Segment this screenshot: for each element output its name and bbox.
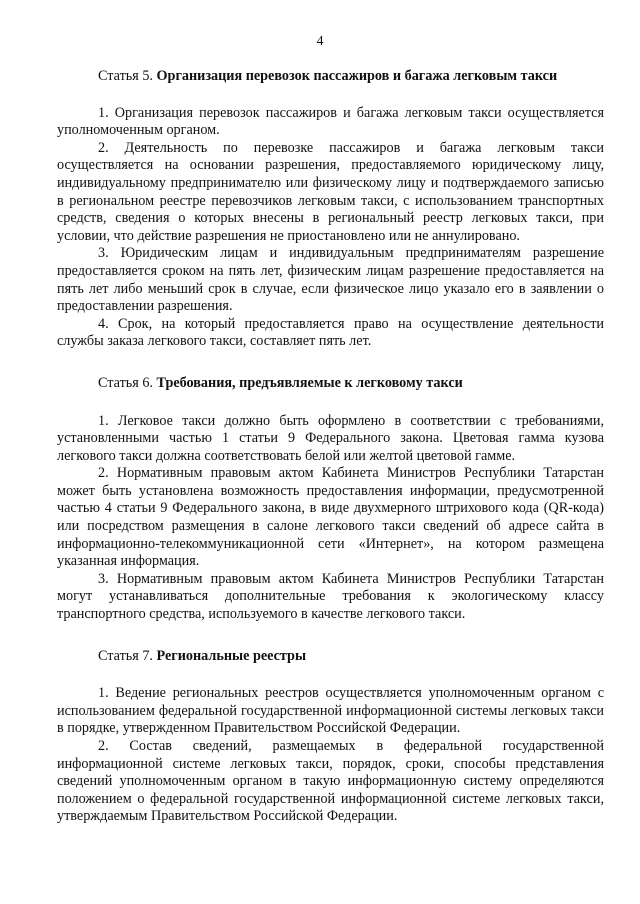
paragraph: 1. Легковое такси должно быть оформлено в соответствии с требованиями, установленными частью 1 статьи 9 Федерального закона. Цветовая гамма кузова легкового такси должна соответствовать белой или желтой цветовой гамме. xyxy=(57,412,604,464)
article-heading xyxy=(98,648,604,666)
article-heading xyxy=(98,375,604,393)
paragraph: 2. Состав сведений, размещаемых в федеральной государственной информационной системе легковых такси, порядок, сроки, способы представления сведений уполномоченным органом в такую информационную систему определяются положением о федеральной государственной информационной системе легковых такси, утверждаемым Правительством Российской Федерации. xyxy=(57,738,604,825)
article-6 xyxy=(57,375,604,624)
paragraph: 1. Организация перевозок пассажиров и багажа легковым такси осуществляется уполномоченным органом. xyxy=(57,104,604,139)
paragraph: 4. Срок, на который предоставляется право на осуществление деятельности службы заказа легкового такси, составляет пять лет. xyxy=(57,315,604,350)
article-title: Организация перевозок пассажиров и багажа легковым такси xyxy=(156,68,558,84)
paragraph: 2. Деятельность по перевозке пассажиров и багажа легковым такси осуществляется на основании разрешения, предоставляемого юридическому лицу, индивидуальному предпринимателю или физическому лицу и подтверждаемого записью в региональном реестре перевозчиков легковым такси, с использованием транспортных средств, сведения о которых внесены в региональный реестр легковых такси, при условии, что действие разрешения не приостановлено или не аннулировано. xyxy=(57,139,604,244)
paragraph: 1. Ведение региональных реестров осуществляется уполномоченным органом с использованием федеральной государственной информационной системы легковых такси в порядке, утвержденном Правительством Российской Федерации. xyxy=(57,685,604,737)
article-title: Требования, предъявляемые к легковому такси xyxy=(156,374,463,391)
paragraph: 2. Нормативным правовым актом Кабинета Министров Республики Татарстан может быть установлена возможность предоставления информации, предусмотренной частью 4 статьи 9 Федерального закона, в виде двухмерного штрихового кода (QR-кода) или посредством размещения в салоне легкового такси сведений об адресе сайта в информационно-телекоммуникационной сети «Интернет», на котором размещена указанная информация. xyxy=(57,465,604,570)
article-number: Статья 7. xyxy=(98,647,153,664)
document-body xyxy=(57,68,604,850)
article-5 xyxy=(57,68,604,351)
article-heading xyxy=(98,68,604,86)
article-title: Региональные реестры xyxy=(156,647,307,664)
page-number: 4 xyxy=(316,34,324,49)
article-number: Статья 6. xyxy=(98,374,153,391)
paragraph: 3. Нормативным правовым актом Кабинета Министров Республики Татарстан могут устанавливаться дополнительные требования к экологическому классу транспортного средства, используемого в качестве легкового такси. xyxy=(57,570,604,623)
paragraph: 3. Юридическим лицам и индивидуальным предпринимателям разрешение предоставляется сроком на пять лет, физическим лицам разрешение предоставляется на пять лет либо меньший срок в случае, если физическое лицо указало его в заявлении о предоставлении разрешения. xyxy=(57,245,604,315)
article-7 xyxy=(57,648,604,826)
article-number: Статья 5. xyxy=(98,68,153,84)
